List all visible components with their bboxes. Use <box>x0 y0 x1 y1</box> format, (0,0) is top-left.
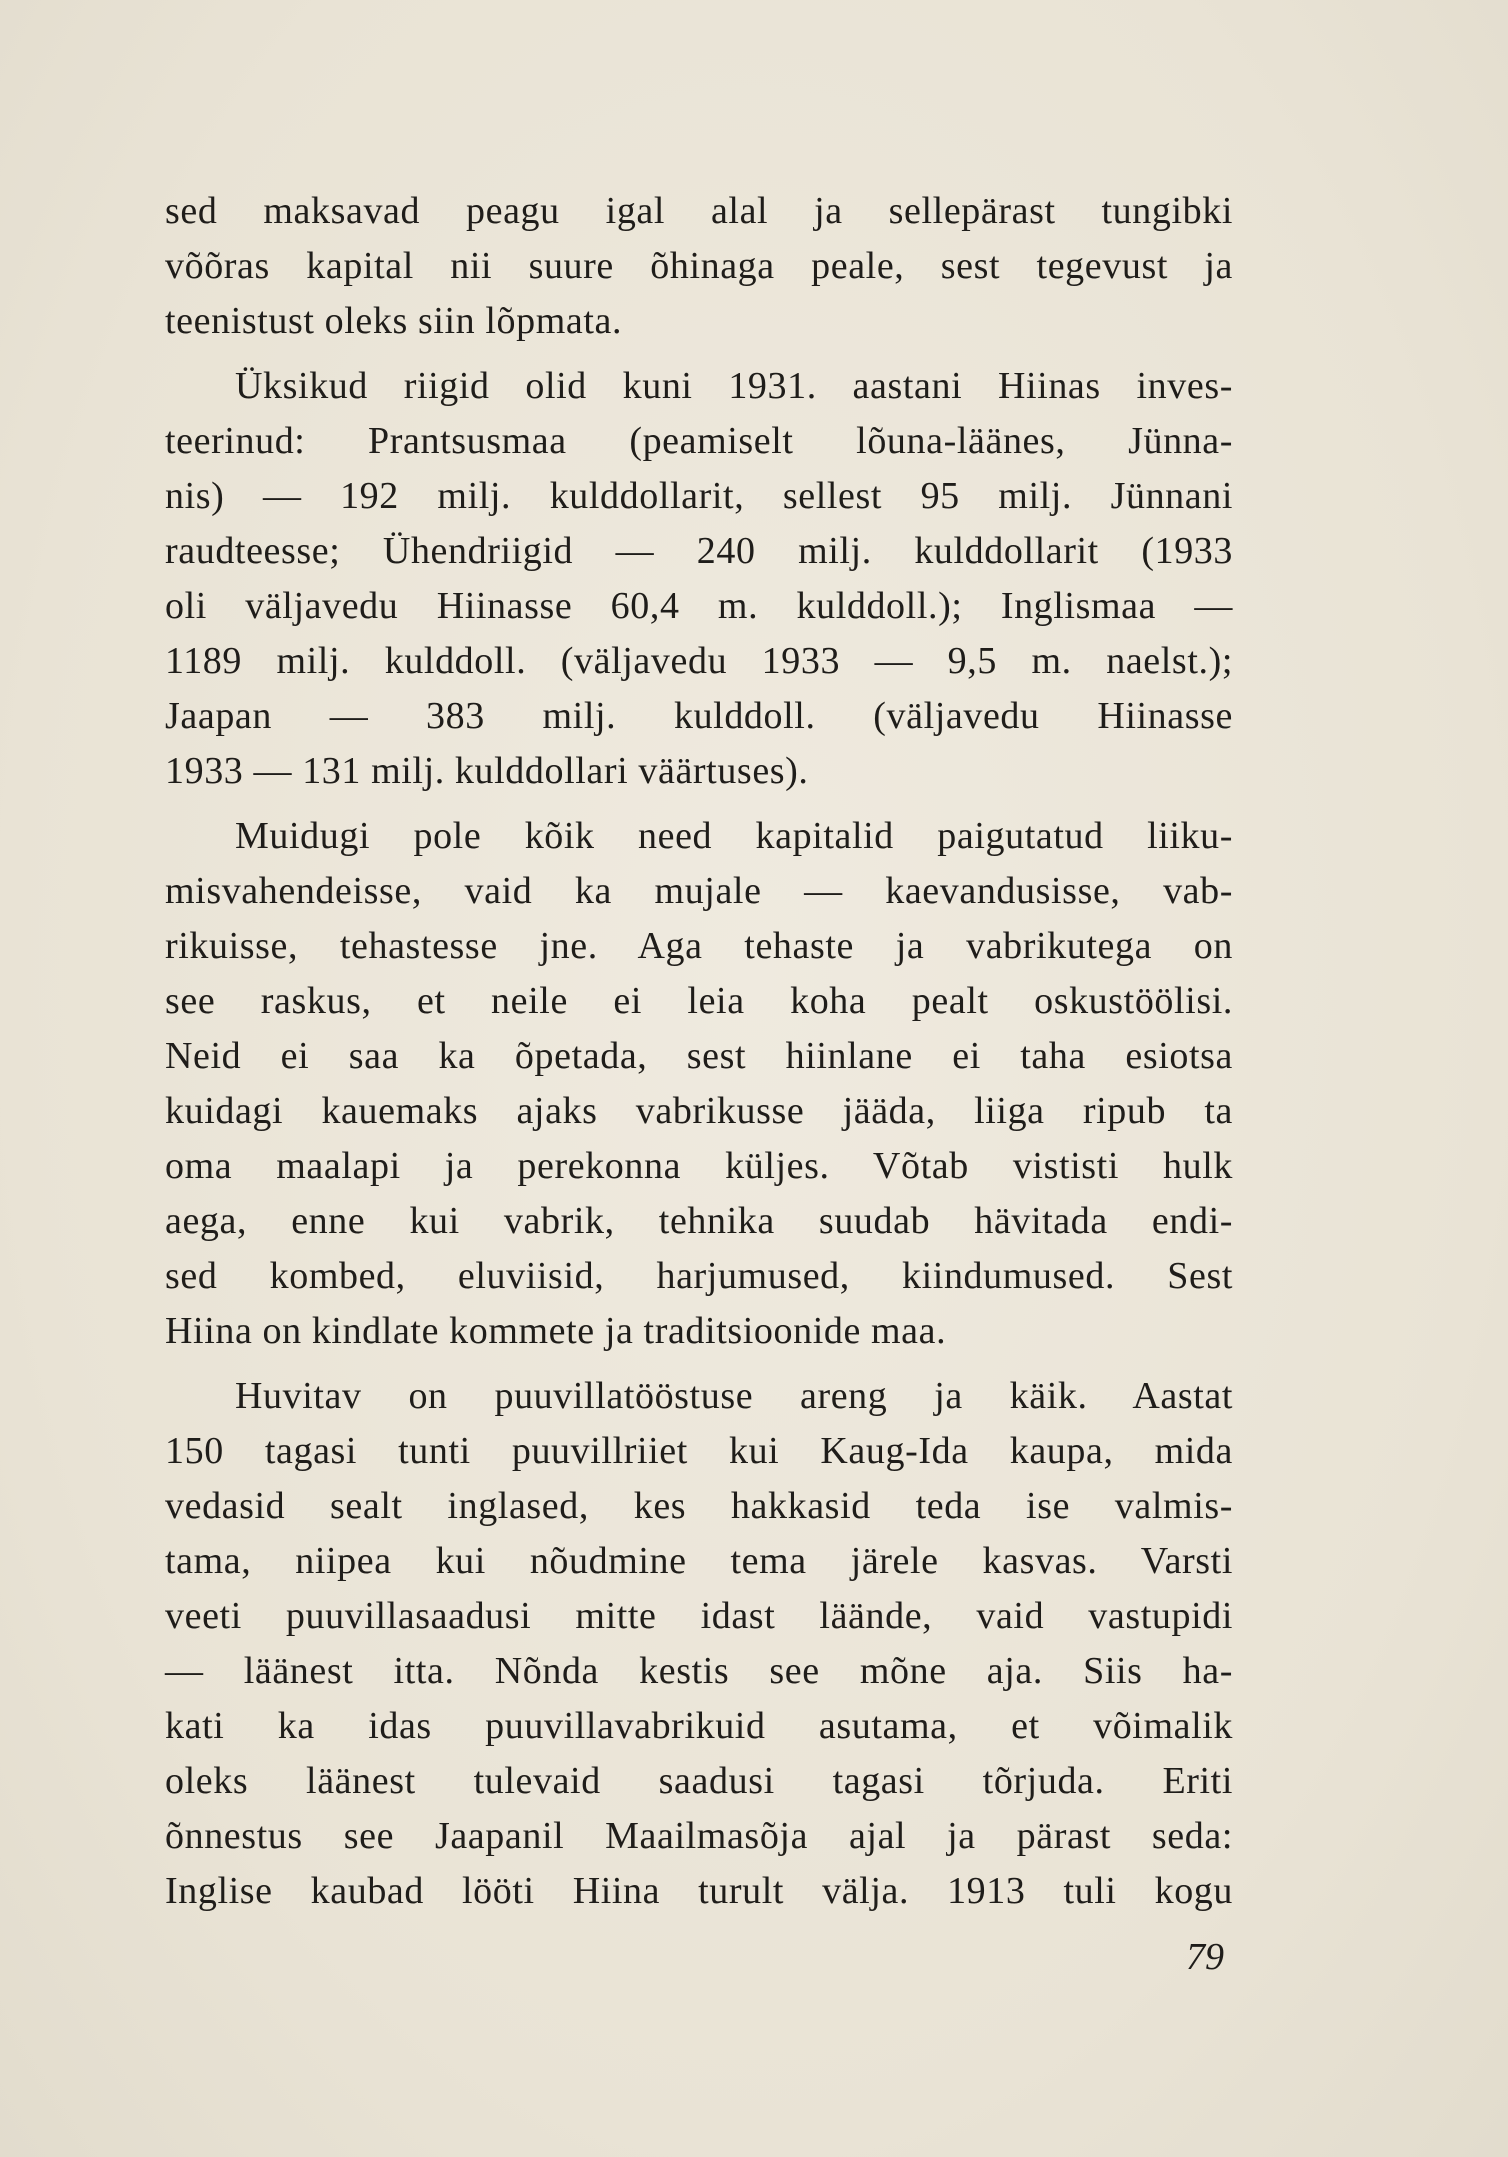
text-line: sed maksavad peagu igal alal ja sellepärast tungibki <box>165 190 1233 232</box>
text-line: nis) — 192 milj. kulddollarit, sellest 95 milj. Jünnani <box>165 475 1233 517</box>
text-line: kati ka idas puuvillavabrikuid asutama, et võimalik <box>165 1705 1233 1747</box>
text-line: teerinud: Prantsusmaa (peamiselt lõuna-läänes, Jünna- <box>165 420 1233 462</box>
paragraph-2 <box>165 359 1233 799</box>
paragraph-gap <box>165 349 1233 359</box>
body-text <box>165 184 1233 1919</box>
text-line: Muidugi pole kõik need kapitalid paigutatud liiku- <box>235 815 1233 857</box>
text-line: oma maalapi ja perekonna küljes. Võtab vististi hulk <box>165 1145 1233 1187</box>
text-line: teenistust oleks siin lõpmata. <box>165 300 623 342</box>
text-line: 1933 — 131 milj. kulddollari väärtuses). <box>165 750 809 792</box>
text-line: võõras kapital nii suure õhinaga peale, sest tegevust ja <box>165 245 1233 287</box>
text-line: raudteesse; Ühendriigid — 240 milj. kulddollarit (1933 <box>165 530 1233 572</box>
text-line: misvahendeisse, vaid ka mujale — kaevandusisse, vab- <box>165 870 1233 912</box>
text-line: 1189 milj. kulddoll. (väljavedu 1933 — 9,5 m. naelst.); <box>165 640 1233 682</box>
text-line: Huvitav on puuvillatööstuse areng ja käik. Aastat <box>235 1375 1233 1417</box>
text-line: õnnestus see Jaapanil Maailmasõja ajal ja pärast seda: <box>165 1815 1233 1857</box>
paragraph-gap <box>165 799 1233 809</box>
text-line: see raskus, et neile ei leia koha pealt oskustöölisi. <box>165 980 1233 1022</box>
text-line: — läänest itta. Nõnda kestis see mõne aja. Siis ha- <box>165 1650 1233 1692</box>
paragraph-gap <box>165 1359 1233 1369</box>
paragraph-3 <box>165 809 1233 1359</box>
text-line: kuidagi kauemaks ajaks vabrikusse jääda, liiga ripub ta <box>165 1090 1233 1132</box>
text-line: Neid ei saa ka õpetada, sest hiinlane ei taha esiotsa <box>165 1035 1233 1077</box>
text-line: veeti puuvillasaadusi mitte idast läände, vaid vastupidi <box>165 1595 1233 1637</box>
text-line: sed kombed, eluviisid, harjumused, kiindumused. Sest <box>165 1255 1233 1297</box>
text-line: vedasid sealt inglased, kes hakkasid teda ise valmis- <box>165 1485 1233 1527</box>
paragraph-1 <box>165 184 1233 349</box>
text-line: Hiina on kindlate kommete ja traditsioonide maa. <box>165 1310 947 1352</box>
text-line: 150 tagasi tunti puuvillriiet kui Kaug-Ida kaupa, mida <box>165 1430 1233 1472</box>
text-line: oleks läänest tulevaid saadusi tagasi tõrjuda. Eriti <box>165 1760 1233 1802</box>
text-line: Üksikud riigid olid kuni 1931. aastani Hiinas inves- <box>235 365 1233 407</box>
text-line: oli väljavedu Hiinasse 60,4 m. kulddoll.); Inglismaa — <box>165 585 1233 627</box>
page-number: 79 <box>1186 1936 1224 1978</box>
text-line: Inglise kaubad lööti Hiina turult välja. 1913 tuli kogu <box>165 1870 1233 1912</box>
text-line: rikuisse, tehastesse jne. Aga tehaste ja vabrikutega on <box>165 925 1233 967</box>
paragraph-4 <box>165 1369 1233 1919</box>
text-line: Jaapan — 383 milj. kulddoll. (väljavedu Hiinasse <box>165 695 1233 737</box>
text-line: tama, niipea kui nõudmine tema järele kasvas. Varsti <box>165 1540 1233 1582</box>
text-line: aega, enne kui vabrik, tehnika suudab hävitada endi- <box>165 1200 1233 1242</box>
